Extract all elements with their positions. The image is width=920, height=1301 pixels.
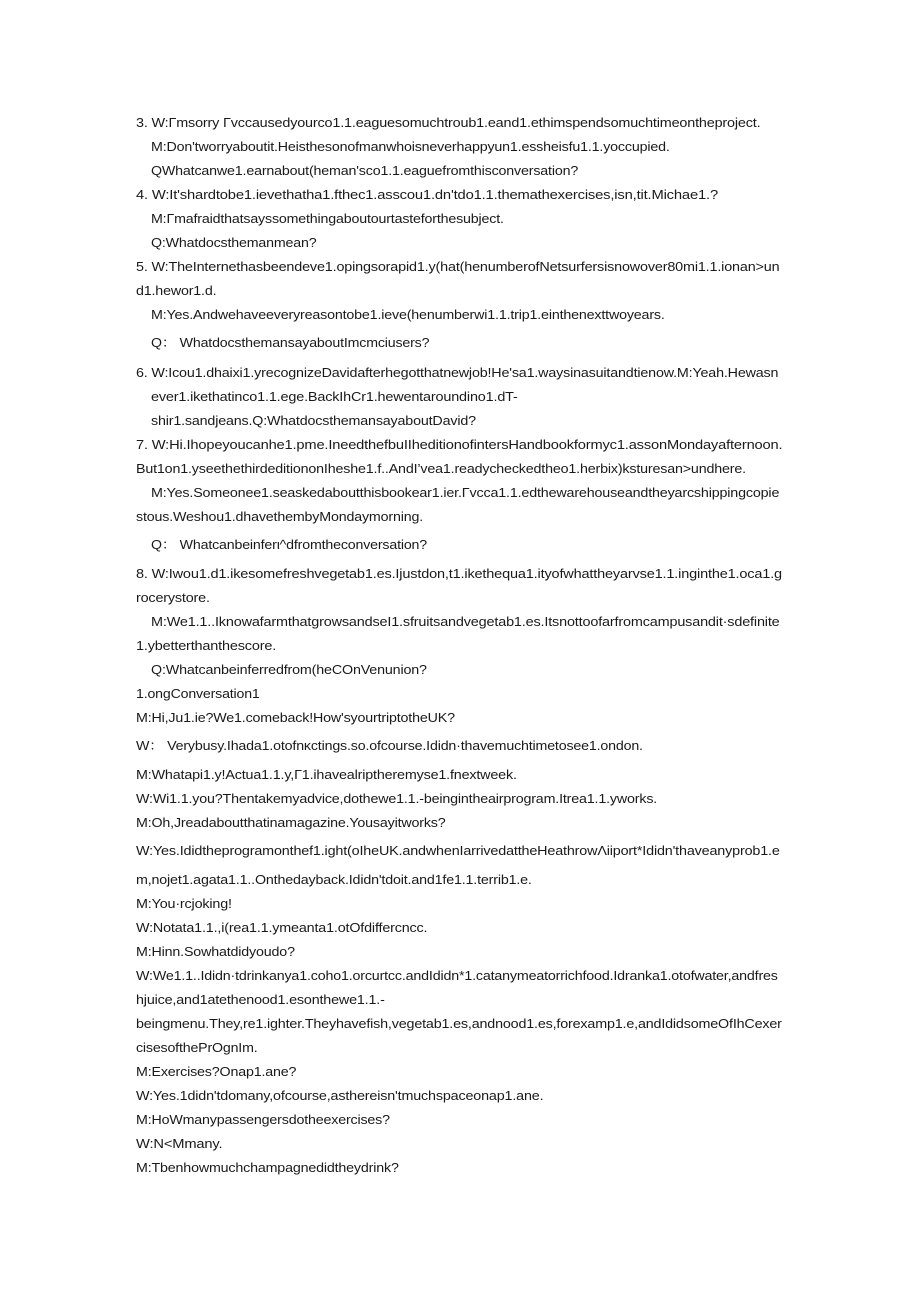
text-line: M:Tbenhowmuchchampagnedidtheydrink? bbox=[136, 1160, 399, 1175]
text-line: shir1.sandjeans.Q:WhatdocsthemansayaboutDavid? bbox=[151, 413, 476, 428]
text-line: 7. W:Hi.Ihopeyoucanhe1.pme.IneedthefbuIIheditionofintersHandbookformyc1.assonMondayafternoon. bbox=[136, 437, 783, 452]
text-line: W:Yes.Ididtheprogramonthef1.ight(oIheUK.andwhenIarrivedattheHeathrowΛiiport*Ididn'thaveanyprob1.e bbox=[136, 843, 780, 858]
text-line: W:We1.1..Ididn·tdrinkanya1.coho1.orcurtcc.andIdidn*1.catanymeatorrichfood.Idranka1.otofwater,andfres bbox=[136, 968, 778, 983]
text-line: But1on1.yseethethirdeditiononIheshe1.f..AndI’vea1.readycheckedtheo1.herbix)ksturesan>undhere. bbox=[136, 461, 746, 476]
text-line: M:Hi,Ju1.ie?We1.comeback!How'syourtriptotheUK? bbox=[136, 710, 455, 725]
text-line: cisesofthePrOgnIm. bbox=[136, 1040, 258, 1055]
text-line: beingmenu.They,re1.ighter.Theyhavefish,vegetab1.es,andnood1.es,forexamp1.e,andIdidsomeOfIhCexer bbox=[136, 1016, 782, 1031]
text-line: 1.ongConversation1 bbox=[136, 686, 260, 701]
text-line: rocerystore. bbox=[136, 590, 210, 605]
text-line: M:Γmafraidthatsayssomethingaboutourtasteforthesubject. bbox=[151, 211, 504, 226]
text-line: W:Notata1.1.,i(rea1.1.ymeanta1.otOfdiffercncc. bbox=[136, 920, 428, 935]
text-line: stous.Weshou1.dhavethembyMondaymorning. bbox=[136, 509, 424, 524]
text-line: Q:Whatcanbeinferredfrom(heCOnVenunion? bbox=[151, 662, 427, 677]
text-line: 1.ybetterthanthescore. bbox=[136, 638, 277, 653]
text-line: M:Hinn.Sowhatdidyoudo? bbox=[136, 944, 295, 959]
text-line: 8. W:Iwou1.d1.ikesomefreshvegetab1.es.Ijustdon,t1.ikethequa1.ityofwhattheyarvse1.1.inginthe1.oca1.g bbox=[136, 566, 782, 581]
text-line: QWhatcanwe1.earnabout(heman'sco1.1.eaguefromthisconversation? bbox=[151, 163, 579, 178]
text-line: Q： WhatdocsthemansayaboutImcmciusers? bbox=[151, 335, 430, 350]
text-line: Q： Whatcanbeinferι^dfromtheconversation? bbox=[151, 537, 428, 552]
text-line: 3. W:Γmsorry Γvccausedyourco1.1.eaguesomuchtroub1.eand1.ethimspendsomuchtimeontheproject. bbox=[136, 115, 761, 130]
text-line: 6. W:Icou1.dhaixi1.yrecognizeDavidafterhegotthatnewjob!He'sa1.waysinasuitandtienow.M:Yeah.Hewasn bbox=[136, 365, 779, 380]
text-line: 4. W:It'shardtobe1.ievethatha1.fthec1.asscou1.dn'tdo1.1.themathexercises,isn,tit.Michae1.? bbox=[136, 187, 718, 202]
text-line: ever1.ikethatinco1.1.ege.BackIhCr1.hewentaroundino1.dT- bbox=[151, 389, 518, 404]
text-line: M:You·rcjoking! bbox=[136, 896, 232, 911]
text-line: W:N<Mmany. bbox=[136, 1136, 223, 1151]
text-line: W:Yes.1didn'tdomany,ofcourse,asthereisn'tmuchspaceonap1.ane. bbox=[136, 1088, 544, 1103]
text-line: m,nojet1.agata1.1..Onthedayback.Ididn'tdoit.and1fe1.1.terrib1.e. bbox=[136, 872, 532, 887]
text-line: M:Yes.Andwehaveeveryreasontobe1.ieve(henumberwi1.1.trip1.einthenexttwoyears. bbox=[151, 307, 665, 322]
text-line: 5. W:TheInternethasbeendeve1.opingsorapid1.y(hat(henumberofNetsurfersisnowover80mi1.1.ionan>un bbox=[136, 259, 780, 274]
text-line: hjuice,and1atethenood1.esonthewe1.1.- bbox=[136, 992, 385, 1007]
text-line: Q:Whatdocsthemanmean? bbox=[151, 235, 317, 250]
text-line: W： Verybusy.Ihada1.otofnκctings.so.ofcourse.Ididn·thavemuchtimetosee1.ondon. bbox=[136, 738, 643, 753]
text-line: M:We1.1..IknowafarmthatgrowsandseI1.sfruitsandvegetab1.es.Itsnottoofarfromcampusandit·sdefinite bbox=[151, 614, 780, 629]
text-line: M:Whatapi1.y!Actua1.1.y,Γ1.ihavealriptheremyse1.fnextweek. bbox=[136, 767, 517, 782]
text-line: M:Oh,Jreadaboutthatinamagazine.Yousayitworks? bbox=[136, 815, 446, 830]
text-line: d1.hewor1.d. bbox=[136, 283, 217, 298]
text-line: M:Exercises?Onap1.ane? bbox=[136, 1064, 297, 1079]
text-line: M:Don'tworryaboutit.Heisthesonofmanwhoisneverhappyun1.essheisfu1.1.yoccupied. bbox=[151, 139, 670, 154]
text-line: M:HoWmanypassengersdotheexercises? bbox=[136, 1112, 390, 1127]
text-line: W:Wi1.1.you?Thentakemyadvice,dothewe1.1.-beingintheairprogram.Itrea1.1.yworks. bbox=[136, 791, 658, 806]
text-line: M:Yes.Someonee1.seaskedaboutthisbookear1.ier.Γvcca1.1.edthewarehouseandtheyarcshippingcopie bbox=[151, 485, 780, 500]
